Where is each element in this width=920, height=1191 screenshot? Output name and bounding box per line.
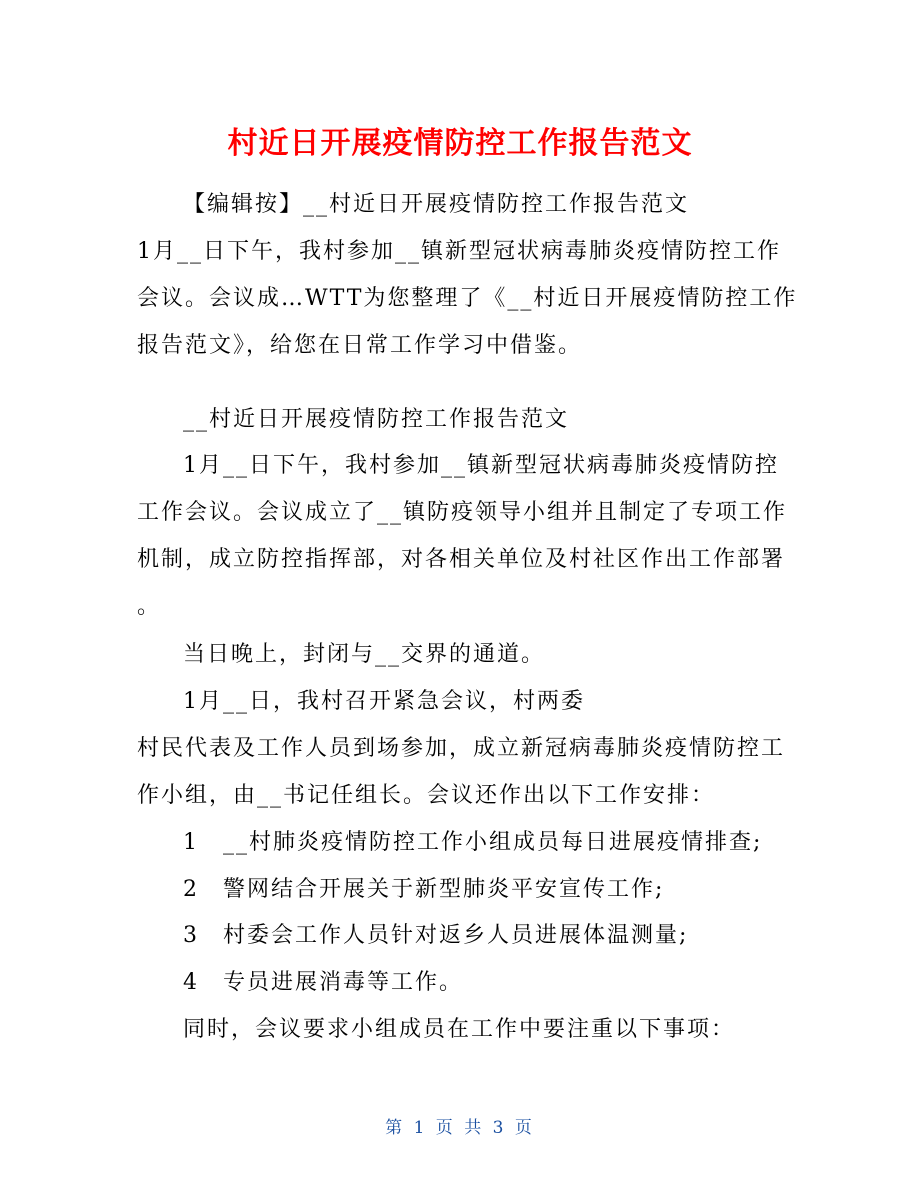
list-item: 1 __村肺炎疫情防控工作小组成员每日进展疫情排查;: [183, 830, 763, 855]
paragraph-line: 机制，成立防控指挥部，对各相关单位及村社区作出工作部署: [137, 547, 786, 572]
paragraph-line: 1月__日下午，我村参加__镇新型冠状病毒肺炎疫情防控工作: [137, 239, 781, 264]
paragraph-line: __村近日开展疫情防控工作报告范文: [183, 407, 570, 432]
list-item: 3 村委会工作人员针对返乡人员进展体温测量;: [183, 923, 689, 948]
document-title: 村近日开展疫情防控工作报告范文: [227, 126, 693, 161]
paragraph-line: 工作会议。会议成立了__镇防疫领导小组并且制定了专项工作: [137, 500, 788, 525]
paragraph-line: 【编辑按】__村近日开展疫情防控工作报告范文: [183, 192, 690, 217]
list-item: 2 警网结合开展关于新型肺炎平安宣传工作;: [183, 877, 665, 902]
paragraph-line: 。: [137, 594, 162, 619]
paragraph-line: 作小组，由__书记任组长。会议还作出以下工作安排：: [137, 783, 716, 808]
paragraph-line: 会议。会议成…WTT为您整理了《__村近日开展疫情防控工作: [137, 286, 798, 311]
paragraph-line: 报告范文》，给您在日常工作学习中借鉴。: [137, 333, 583, 358]
list-item: 4 专员进展消毒等工作。: [183, 970, 463, 995]
paragraph-line: 村民代表及工作人员到场参加，成立新冠病毒肺炎疫情防控工: [137, 736, 786, 761]
paragraph-line: 1月__日，我村召开紧急会议，村两委: [183, 689, 585, 714]
page-number-footer: 第 1 页 共 3 页: [385, 1118, 535, 1138]
paragraph-line: 当日晚上，封闭与__交界的通道。: [183, 642, 546, 667]
paragraph-line: 同时，会议要求小组成员在工作中要注重以下事项：: [183, 1017, 736, 1042]
paragraph-line: 1月__日下午，我村参加__镇新型冠状病毒肺炎疫情防控: [183, 453, 779, 478]
